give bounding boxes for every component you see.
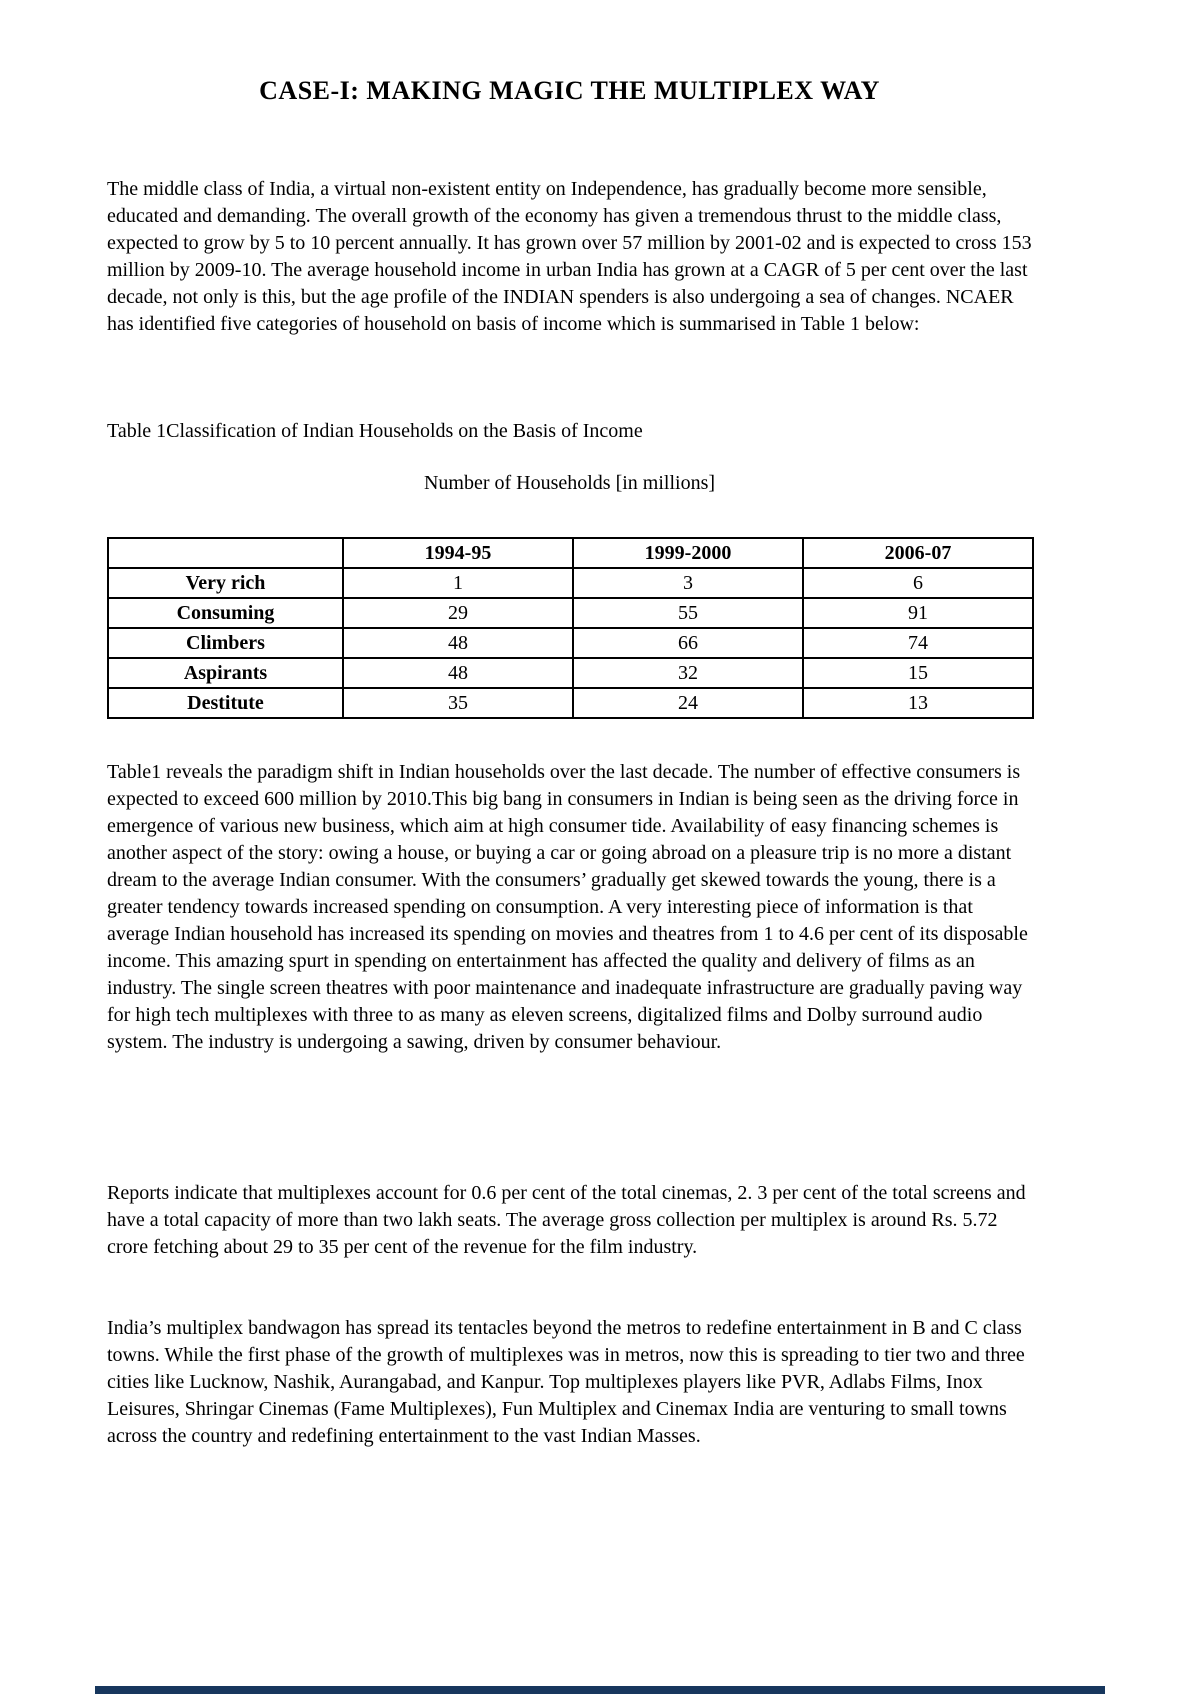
cell-value: 55 — [573, 598, 803, 628]
cell-value: 35 — [343, 688, 573, 718]
header-1999-2000: 1999-2000 — [573, 538, 803, 568]
document-content — [107, 76, 1032, 1450]
expansion-paragraph: India’s multiplex bandwagon has spread its tentacles beyond the metros to redefine entertainment in B and C class towns. While the first phase of the growth of multiplexes was in metros, now this is spreading to tier two and three cities like Lucknow, Nashik, Aurangabad, and Kanpur. Top multiplexes players like PVR, Adlabs Films, Inox Leisures, Shringar Cinemas (Fame Multiplexes), Fun Multiplex and Cinemax India are venturing to small towns across the country and redefining entertainment to the vast Indian Masses. — [107, 1317, 1025, 1447]
table-row-consuming — [108, 598, 1033, 628]
table-row-climbers — [108, 628, 1033, 658]
row-label: Very rich — [108, 568, 343, 598]
intro-paragraph: The middle class of India, a virtual non-existent entity on Independence, has gradually become more sensible, educated and demanding. The overall growth of the economy has given a tremendous thrust to the middle class, expected to grow by 5 to 10 percent annually. It has grown over 57 million by 2001-02 and is expected to cross 153 million by 2009-10. The average household income in urban India has grown at a CAGR of 5 per cent over the last decade, not only is this, but the age profile of the INDIAN spenders is also undergoing a sea of changes. NCAER has identified five categories of household on basis of income which is summarised in Table 1 below: — [107, 178, 1032, 335]
table-row-aspirants — [108, 658, 1033, 688]
table-row-very-rich — [108, 568, 1033, 598]
cell-value: 29 — [343, 598, 573, 628]
cell-value: 32 — [573, 658, 803, 688]
row-label: Aspirants — [108, 658, 343, 688]
table-row-destitute — [108, 688, 1033, 718]
households-table — [107, 537, 1034, 719]
page-title: CASE-I: MAKING MAGIC THE MULTIPLEX WAY — [259, 76, 880, 105]
cell-value: 6 — [803, 568, 1033, 598]
analysis-paragraph: Table1 reveals the paradigm shift in Indian households over the last decade. The number of effective consumers is expected to exceed 600 million by 2010.This big bang in consumers in Indian is being seen as the driving force in emergence of various new business, which aim at high consumer tide. Availability of easy financing schemes is another aspect of the story: owing a house, or buying a car or going abroad on a pleasure trip is no more a distant dream to the average Indian consumer. With the consumers’ gradually get skewed towards the young, there is a greater tendency towards increased spending on consumption. A very interesting piece of information is that average Indian household has increased its spending on movies and theatres from 1 to 4.6 per cent of its disposable income. This amazing spurt in spending on entertainment has affected the quality and delivery of films as an industry. The single screen theatres with poor maintenance and inadequate infrastructure are gradually paving way for high tech multiplexes with three to as many as eleven screens, digitalized films and Dolby surround audio system. The industry is undergoing a sawing, driven by consumer behaviour. — [107, 761, 1028, 1053]
table-header-row — [108, 538, 1033, 568]
cell-value: 91 — [803, 598, 1033, 628]
header-2006-07: 2006-07 — [803, 538, 1033, 568]
header-1994-95: 1994-95 — [343, 538, 573, 568]
table-subcaption: Number of Households [in millions] — [423, 472, 716, 494]
cell-value: 13 — [803, 688, 1033, 718]
reports-paragraph: Reports indicate that multiplexes account for 0.6 per cent of the total cinemas, 2. 3 per cent of the total screens and have a total capacity of more than two lakh seats. The average gross collection per multiplex is around Rs. 5.72 crore fetching about 29 to 35 per cent of the revenue for the film industry. — [107, 1182, 1026, 1258]
header-blank-cell — [108, 538, 343, 568]
cell-value: 74 — [803, 628, 1033, 658]
table-caption: Table 1Classification of Indian Households on the Basis of Income — [107, 420, 643, 442]
next-page-element-edge — [95, 1686, 1105, 1694]
cell-value: 48 — [343, 628, 573, 658]
row-label: Climbers — [108, 628, 343, 658]
cell-value: 15 — [803, 658, 1033, 688]
cell-value: 24 — [573, 688, 803, 718]
cell-value: 3 — [573, 568, 803, 598]
row-label: Destitute — [108, 688, 343, 718]
cell-value: 1 — [343, 568, 573, 598]
cell-value: 66 — [573, 628, 803, 658]
cell-value: 48 — [343, 658, 573, 688]
row-label: Consuming — [108, 598, 343, 628]
